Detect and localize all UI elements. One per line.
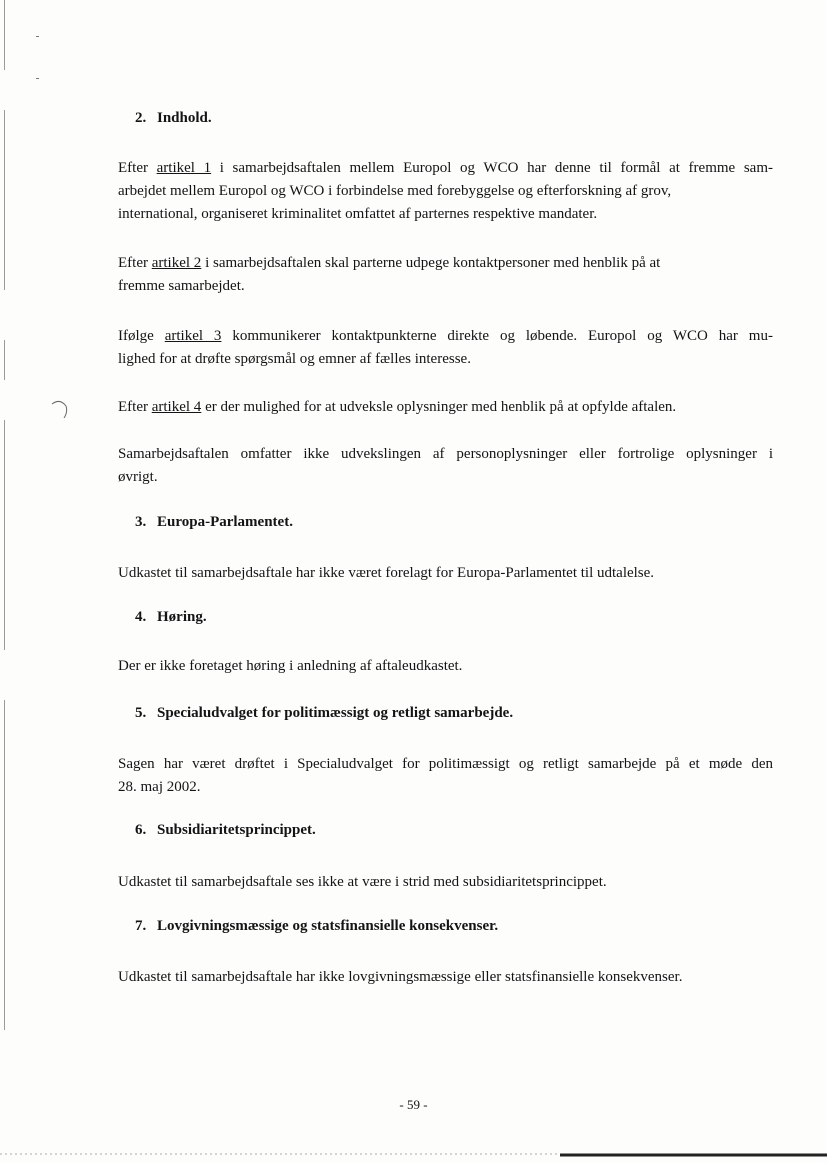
section-heading: 4. Høring. <box>135 609 207 625</box>
section-title: Europa-Parlamentet. <box>157 514 293 530</box>
article-link[interactable]: artikel 3 <box>164 328 222 344</box>
section-title: Specialudvalget for politimæssigt og retligt samarbejde. <box>157 705 514 721</box>
paragraph <box>118 443 773 489</box>
paragraph-line: Sagen har været drøftet i Specialudvalget for politimæssigt og retligt samarbejde på et møde den <box>118 756 773 772</box>
scan-bottom-edge <box>0 1152 827 1158</box>
paragraph-line: Udkastet til samarbejdsaftale har ikke lovgivningsmæssige eller statsfinansielle konsekvenser. <box>118 969 683 985</box>
scan-margin-line <box>4 340 5 380</box>
section-title: Høring. <box>157 609 207 625</box>
paragraph-line: Udkastet til samarbejdsaftale ses ikke at være i strid med subsidiaritetsprincippet. <box>118 874 607 890</box>
paragraph <box>118 871 773 894</box>
section-heading: 5. Specialudvalget for politimæssigt og retligt samarbejde. <box>135 705 514 721</box>
paragraph-line: Der er ikke foretaget høring i anledning af aftaleudkastet. <box>118 658 463 674</box>
punch-hole-mark <box>50 398 74 422</box>
paragraph-line: Efter artikel 1 i samarbejdsaftalen mellem Europol og WCO har denne til formål at fremme sam- <box>118 160 773 176</box>
paragraph <box>118 655 773 678</box>
paragraph-line: Ifølge artikel 3 kommunikerer kontaktpunkterne direkte og løbende. Europol og WCO har mu- <box>118 328 773 344</box>
article-link[interactable]: artikel 4 <box>151 399 202 415</box>
paragraph <box>118 562 773 585</box>
scan-margin-line <box>4 700 5 1030</box>
paragraph-line: Udkastet til samarbejdsaftale har ikke været forelagt for Europa-Parlamentet til udtalelse. <box>118 565 655 581</box>
paragraph-line: fremme samarbejdet. <box>118 278 245 294</box>
article-link[interactable]: artikel 2 <box>151 255 202 271</box>
paragraph <box>118 396 773 419</box>
paragraph-line: Efter artikel 4 er der mulighed for at udveksle oplysninger med henblik på at opfylde aftalen. <box>118 399 677 415</box>
section-heading: 2. Indhold. <box>135 110 212 126</box>
section-title: Subsidiaritetsprincippet. <box>157 822 316 838</box>
article-link[interactable]: artikel 1 <box>156 160 212 176</box>
paragraph-line: Samarbejdsaftalen omfatter ikke udvekslingen af personoplysninger eller fortrolige oplysninger i <box>118 446 773 462</box>
section-title: Lovgivningsmæssige og statsfinansielle konsekvenser. <box>157 918 499 934</box>
section-heading: 3. Europa-Parlamentet. <box>135 514 293 530</box>
scan-speck <box>36 36 39 37</box>
paragraph <box>118 325 773 371</box>
paragraph-line: Efter artikel 2 i samarbejdsaftalen skal parterne udpege kontaktpersoner med henblik på at <box>118 255 661 271</box>
section-heading: 6. Subsidiaritetsprincippet. <box>135 822 316 838</box>
paragraph-line: arbejdet mellem Europol og WCO i forbindelse med forebyggelse og efterforskning af grov, <box>118 183 672 199</box>
page-number: - 59 - <box>399 1097 428 1112</box>
paragraph-line: lighed for at drøfte spørgsmål og emner af fælles interesse. <box>118 351 471 367</box>
section-heading: 7. Lovgivningsmæssige og statsfinansielle konsekvenser. <box>135 918 499 934</box>
scan-margin-line <box>4 420 5 650</box>
paragraph <box>118 252 773 298</box>
scan-margin-line <box>4 0 5 70</box>
paragraph-line: international, organiseret kriminalitet omfattet af parternes respektive mandater. <box>118 206 598 222</box>
paragraph <box>118 753 773 799</box>
paragraph <box>118 966 773 989</box>
scan-margin-line <box>4 110 5 290</box>
scan-speck <box>36 78 39 79</box>
paragraph-line: øvrigt. <box>118 469 158 485</box>
paragraph-line: 28. maj 2002. <box>118 779 201 795</box>
paragraph <box>118 157 773 226</box>
section-title: Indhold. <box>157 110 212 126</box>
